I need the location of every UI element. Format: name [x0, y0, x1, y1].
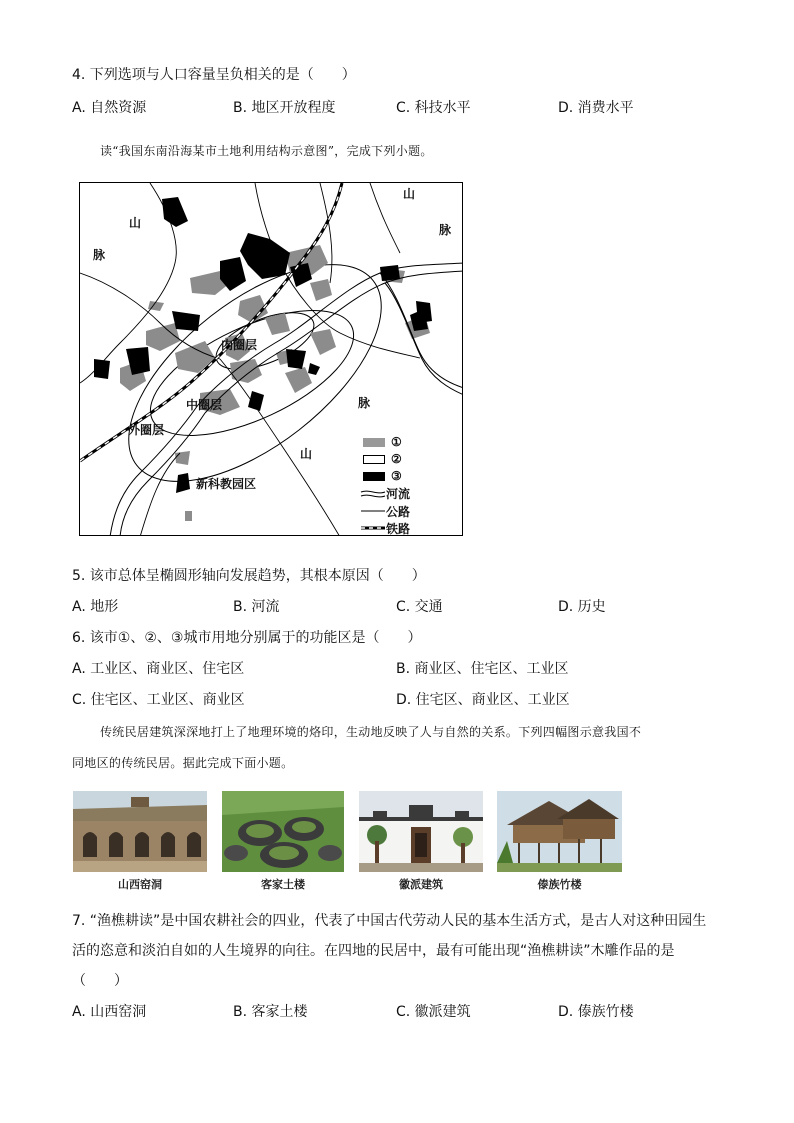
q4-stem: 4. 下列选项与人口容量呈负相关的是（ ）	[72, 67, 356, 83]
map-label-outer-ring: 外圈层	[128, 423, 165, 437]
legend-item-2	[363, 451, 402, 467]
legend-swatch-black	[363, 472, 385, 481]
photo-hui-style-architecture	[359, 791, 483, 872]
q7-option-b[interactable]: B. 客家土楼	[233, 1004, 308, 1020]
map-label-middle-ring: 中圈层	[186, 398, 223, 412]
photo-hakka-tulou	[222, 791, 344, 872]
q4-option-a[interactable]: A. 自然资源	[72, 100, 147, 116]
q4-option-d[interactable]: D. 消费水平	[558, 100, 634, 116]
q6-option-c[interactable]: C. 住宅区、工业区、商业区	[72, 692, 245, 708]
map-label-mai-left: 脉	[93, 248, 106, 262]
legend-item-road	[386, 503, 410, 519]
q4-option-c[interactable]: C. 科技水平	[396, 100, 471, 116]
railway-line	[80, 183, 342, 461]
legend-label-3: ③	[391, 469, 402, 483]
map-label-science-park: 新科教园区	[196, 477, 257, 491]
legend-label-1: ①	[391, 435, 402, 449]
q5-option-a[interactable]: A. 地形	[72, 599, 119, 615]
dwelling-intro-line1: 传统民居建筑深深地打上了地理环境的烙印，生动地反映了人与自然的关系。下列四幅图示意我国不	[100, 725, 642, 739]
map-label-mai-right: 脉	[439, 223, 452, 237]
map-drawing	[80, 183, 463, 536]
photo-caption-3: 徽派建筑	[399, 878, 443, 891]
q6-option-b[interactable]: B. 商业区、住宅区、工业区	[396, 661, 569, 677]
q7-option-c[interactable]: C. 徽派建筑	[396, 1004, 471, 1020]
photo-shanxi-cave-dwelling	[73, 791, 207, 872]
q4-option-b[interactable]: B. 地区开放程度	[233, 100, 336, 116]
map-label-shan-top-right: 山	[403, 187, 416, 201]
q7-stem-line1: 7. “渔樵耕读”是中国农耕社会的四业，代表了中国古代劳动人民的基本生活方式，是古人对这种田园生	[72, 913, 707, 929]
photo-dai-bamboo-house	[497, 791, 622, 872]
q6-option-a[interactable]: A. 工业区、商业区、住宅区	[72, 661, 245, 677]
legend-label-rail: 铁路	[386, 521, 411, 536]
photo-caption-1: 山西窑洞	[118, 878, 162, 891]
legend-item-3	[363, 468, 402, 484]
dwelling-intro-line2: 同地区的传统民居。据此完成下面小题。	[72, 756, 294, 770]
q7-option-a[interactable]: A. 山西窑洞	[72, 1004, 147, 1020]
map-label-inner-ring: 内圈层	[221, 338, 258, 352]
map-intro: 读“我国东南沿海某市土地利用结构示意图”，完成下列小题。	[100, 144, 433, 158]
legend-label-river: 河流	[386, 486, 411, 501]
legend-swatch-gray	[363, 438, 385, 447]
q7-option-d[interactable]: D. 傣族竹楼	[558, 1004, 634, 1020]
q7-stem-line2: 活的恣意和淡泊自如的人生境界的向往。在四地的民居中，最有可能出现“渔樵耕读”木雕作品的是	[72, 943, 675, 959]
legend-item-river	[386, 485, 410, 501]
map-label-shan-bottom: 山	[300, 447, 313, 461]
q5-option-d[interactable]: D. 历史	[558, 599, 606, 615]
map-label-mai-center: 脉	[358, 396, 371, 410]
q5-option-c[interactable]: C. 交通	[396, 599, 443, 615]
legend-label-road: 公路	[386, 504, 411, 519]
land-use-map	[79, 182, 463, 536]
q6-stem: 6. 该市①、②、③城市用地分别属于的功能区是（ ）	[72, 630, 422, 646]
legend-swatch-white	[363, 455, 385, 464]
q6-option-d[interactable]: D. 住宅区、商业区、工业区	[396, 692, 570, 708]
q5-stem: 5. 该市总体呈椭圆形轴向发展趋势，其根本原因（ ）	[72, 568, 426, 584]
photo-caption-4: 傣族竹楼	[537, 878, 582, 891]
q5-option-b[interactable]: B. 河流	[233, 599, 280, 615]
legend-line-samples	[361, 491, 385, 528]
legend-item-rail	[386, 520, 410, 536]
map-label-shan-top-left: 山	[129, 216, 142, 230]
legend-item-1	[363, 434, 402, 450]
q7-stem-line3: （ ）	[72, 973, 128, 989]
photo-caption-2: 客家土楼	[261, 878, 305, 891]
legend-label-2: ②	[391, 452, 402, 466]
